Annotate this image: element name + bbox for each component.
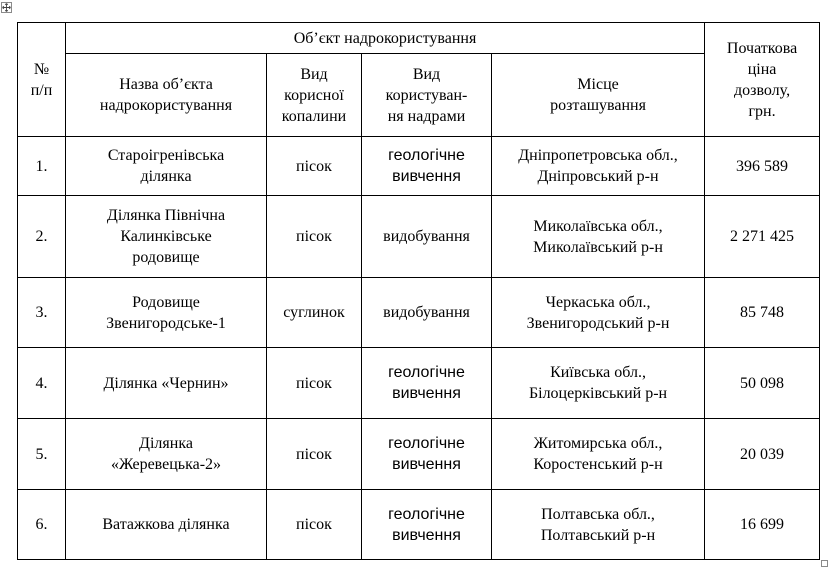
header-row-1 xyxy=(18,23,820,54)
usage-type: видобування xyxy=(362,278,492,348)
location: Миколаївська обл., Миколаївський р-н xyxy=(492,196,705,278)
table-row xyxy=(18,137,820,196)
table-move-handle-icon[interactable] xyxy=(1,2,12,13)
header-usage-type: Вид користуван- ня надрами xyxy=(362,54,492,137)
mineral-type: пісок xyxy=(267,196,362,278)
location: Київська обл., Білоцерківський р-н xyxy=(492,348,705,419)
table-row xyxy=(18,348,820,419)
object-name: Староігренівська ділянка xyxy=(66,137,267,196)
object-name: Ділянка Північна Калинківське родовище xyxy=(66,196,267,278)
usage-type: видобування xyxy=(362,196,492,278)
location: Дніпропетровська обл., Дніпровський р-н xyxy=(492,137,705,196)
object-name: Родовище Звенигородське-1 xyxy=(66,278,267,348)
object-name: Ділянка «Чернин» xyxy=(66,348,267,419)
header-subsoil-object-group: Об’єкт надрокористування xyxy=(66,23,705,54)
mineral-type: пісок xyxy=(267,348,362,419)
initial-price: 20 039 xyxy=(705,419,820,490)
header-object-name: Назва об’єкта надрокористування xyxy=(66,54,267,137)
row-number: 1. xyxy=(18,137,66,196)
location: Полтавська обл., Полтавський р-н xyxy=(492,490,705,560)
location: Черкаська обл., Звенигородський р-н xyxy=(492,278,705,348)
header-mineral-type: Вид корисної копалини xyxy=(267,54,362,137)
usage-type: геологічне вивчення xyxy=(362,490,492,560)
initial-price: 16 699 xyxy=(705,490,820,560)
table-row xyxy=(18,196,820,278)
header-initial-price: Початкова ціна дозволу, грн. xyxy=(705,23,820,137)
mineral-type: суглинок xyxy=(267,278,362,348)
usage-type: геологічне вивчення xyxy=(362,419,492,490)
table-row xyxy=(18,490,820,560)
initial-price: 2 271 425 xyxy=(705,196,820,278)
table-row xyxy=(18,278,820,348)
row-number: 5. xyxy=(18,419,66,490)
initial-price: 85 748 xyxy=(705,278,820,348)
row-number: 3. xyxy=(18,278,66,348)
subsoil-objects-table xyxy=(17,22,820,560)
row-number: 2. xyxy=(18,196,66,278)
header-row-2 xyxy=(18,54,820,137)
initial-price: 50 098 xyxy=(705,348,820,419)
row-number: 4. xyxy=(18,348,66,419)
initial-price: 396 589 xyxy=(705,137,820,196)
object-name: Ватажкова ділянка xyxy=(66,490,267,560)
mineral-type: пісок xyxy=(267,419,362,490)
row-number: 6. xyxy=(18,490,66,560)
table-row xyxy=(18,419,820,490)
object-name: Ділянка «Жеревецька-2» xyxy=(66,419,267,490)
table-resize-handle-icon[interactable] xyxy=(821,560,828,567)
usage-type: геологічне вивчення xyxy=(362,348,492,419)
usage-type: геологічне вивчення xyxy=(362,137,492,196)
header-number: № п/п xyxy=(18,23,66,137)
mineral-type: пісок xyxy=(267,137,362,196)
header-location: Місце розташування xyxy=(492,54,705,137)
location: Житомирська обл., Коростенський р-н xyxy=(492,419,705,490)
mineral-type: пісок xyxy=(267,490,362,560)
